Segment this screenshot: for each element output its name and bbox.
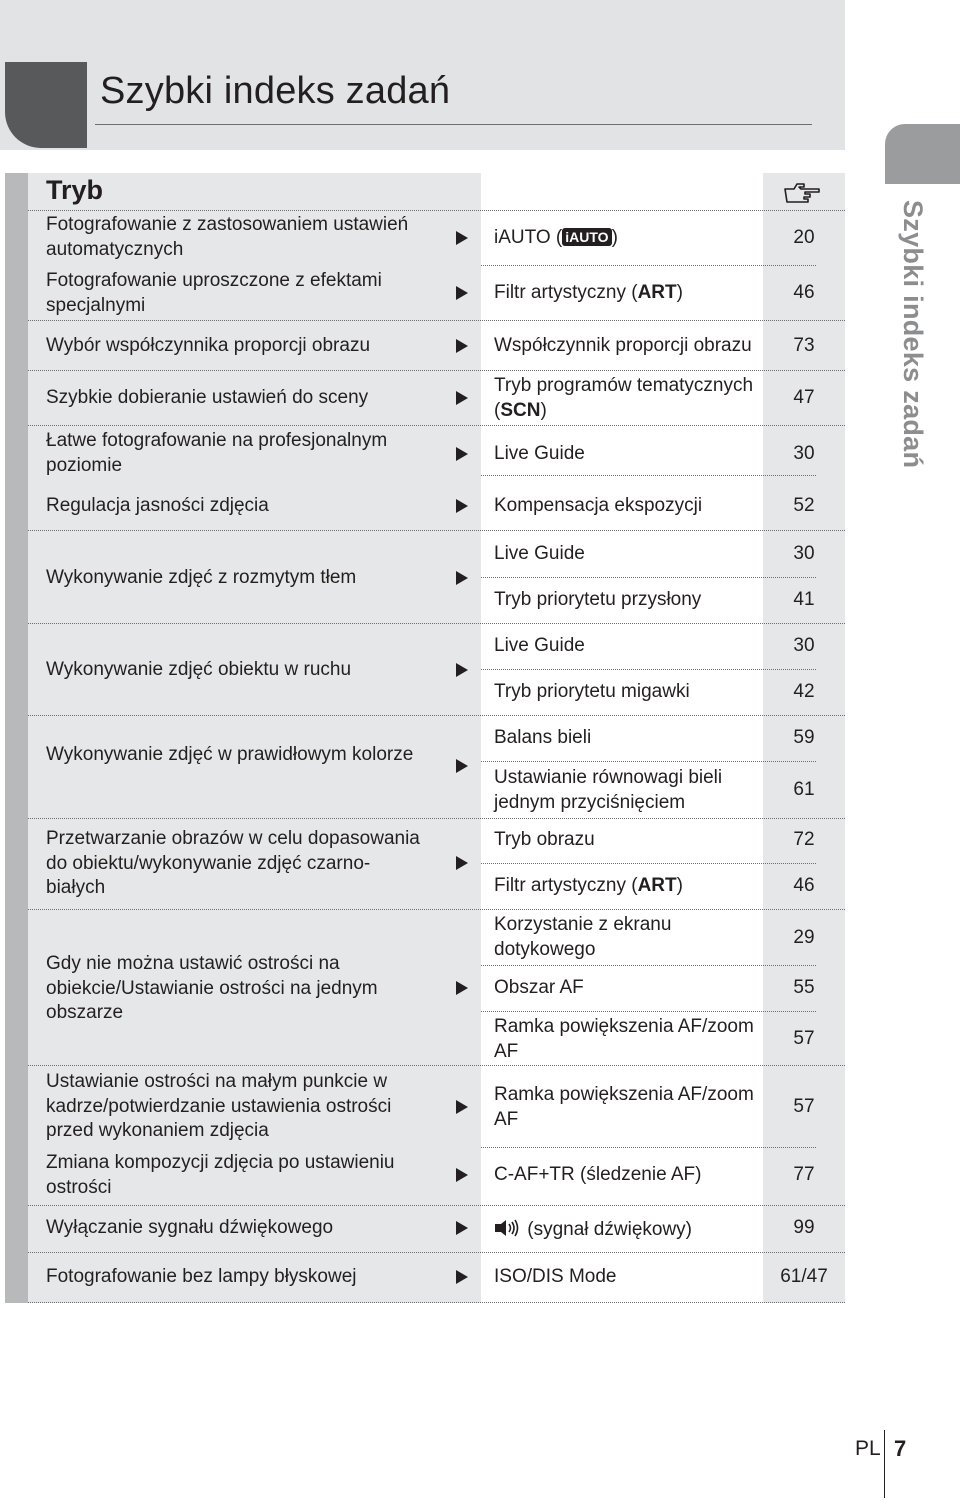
task-label: Fotografowanie uproszczone z efektami specjalnymi <box>46 270 382 316</box>
row-separator <box>28 1302 845 1303</box>
arrow-icon <box>456 231 468 245</box>
arrow-icon <box>456 981 468 995</box>
page-ref: 46 <box>793 875 815 896</box>
row-separator <box>28 1205 845 1206</box>
task-label: Wykonywanie zdjęć obiektu w ruchu <box>46 659 352 680</box>
section-title: Tryb <box>46 175 104 205</box>
task-label: Wybór współczynnika proporcji obrazu <box>46 335 371 356</box>
arrow-icon <box>456 1168 468 1182</box>
sub-row-separator <box>481 1147 816 1148</box>
task-label: Ustawianie ostrości na małym punkcie w kadrze/potwierdzanie ustawienia ostrości przed wykonaniem zdjęcia <box>46 1071 392 1141</box>
arrow-icon <box>456 499 468 513</box>
row-separator <box>28 320 845 321</box>
row-separator <box>28 909 845 910</box>
task-label: Regulacja jasności zdjęcia <box>46 495 269 516</box>
function-label: Balans bieli <box>494 727 592 748</box>
sub-row-separator <box>481 1011 816 1012</box>
arrow-column <box>428 173 481 1303</box>
task-label: Fotografowanie bez lampy błyskowej <box>46 1266 357 1287</box>
page-number: 7 <box>894 1436 907 1461</box>
row-separator <box>28 1252 845 1253</box>
page-ref: 77 <box>793 1164 815 1185</box>
function-label: Tryb obrazu <box>494 829 595 850</box>
row-separator <box>28 530 845 531</box>
function-label: Obszar AF <box>494 977 584 998</box>
page-ref: 42 <box>793 681 815 702</box>
page-ref: 73 <box>793 335 815 356</box>
task-label: Wyłączanie sygnału dźwiękowego <box>46 1217 334 1238</box>
arrow-icon <box>456 759 468 773</box>
sub-row-separator <box>481 965 816 966</box>
function-label: (sygnał dźwiękowy) <box>494 1218 762 1243</box>
task-label: Wykonywanie zdjęć w prawidłowym kolorze <box>46 744 414 765</box>
arrow-icon <box>456 286 468 300</box>
function-label: Live Guide <box>494 635 585 656</box>
task-label: Łatwe fotografowanie na profesjonalnym poziomie <box>46 430 388 476</box>
page-ref: 52 <box>793 495 815 516</box>
arrow-icon <box>456 1221 468 1235</box>
function-label: Ramka powiększenia AF/zoom AF <box>494 1016 754 1062</box>
page-ref: 30 <box>793 543 815 564</box>
task-label: Przetwarzanie obrazów w celu dopasowania do obiektu/wykonywanie zdjęć czarno-białych <box>46 828 420 898</box>
page-ref: 46 <box>793 282 815 303</box>
page-ref: 41 <box>793 589 815 610</box>
task-label: Wykonywanie zdjęć z rozmytym tłem <box>46 567 357 588</box>
function-label: Live Guide <box>494 543 585 564</box>
sub-row-separator <box>481 577 816 578</box>
function-label: Filtr artystyczny (ART) <box>494 875 683 896</box>
function-label: Tryb priorytetu przysłony <box>494 589 702 610</box>
row-separator <box>28 425 845 426</box>
function-label: Tryb priorytetu migawki <box>494 681 690 702</box>
page-ref: 20 <box>793 227 815 248</box>
arrow-icon <box>456 571 468 585</box>
task-label: Zmiana kompozycji zdjęcia po ustawieniu ostrości <box>46 1152 395 1198</box>
row-separator <box>28 370 845 371</box>
page-ref: 30 <box>793 443 815 464</box>
page-ref: 47 <box>793 387 815 408</box>
iauto-icon: iAUTO <box>562 228 611 246</box>
page-ref: 61/47 <box>780 1266 828 1287</box>
task-label: Fotografowanie z zastosowaniem ustawień automatycznych <box>46 214 409 260</box>
side-tab <box>885 124 960 184</box>
arrow-icon <box>456 1100 468 1114</box>
header-accent-bar <box>5 62 87 148</box>
sub-row-separator <box>481 761 816 762</box>
page-ref: 99 <box>793 1217 815 1238</box>
page-ref: 57 <box>793 1028 815 1049</box>
function-label: Live Guide <box>494 443 585 464</box>
function-label: Filtr artystyczny (ART) <box>494 282 683 303</box>
arrow-icon <box>456 856 468 870</box>
page-ref: 57 <box>793 1096 815 1117</box>
function-label: ISO/DIS Mode <box>494 1266 617 1287</box>
function-label: Tryb programów tematycznych (SCN) <box>494 375 754 421</box>
page-title: Szybki indeks zadań <box>100 70 451 112</box>
page-ref: 30 <box>793 635 815 656</box>
function-label: Ustawianie równowagi bieli jednym przyciśnięciem <box>494 767 723 813</box>
sub-row-separator <box>481 669 816 670</box>
hand-pointer-icon <box>783 180 823 204</box>
arrow-icon <box>456 391 468 405</box>
page-ref: 61 <box>793 779 815 800</box>
function-label: Kompensacja ekspozycji <box>494 495 703 516</box>
function-label: Korzystanie z ekranu dotykowego <box>494 914 672 960</box>
table-left-strip <box>5 173 28 1303</box>
function-label: Współczynnik proporcji obrazu <box>494 335 752 356</box>
row-separator <box>28 623 845 624</box>
page-ref: 29 <box>793 927 815 948</box>
page-ref: 55 <box>793 977 815 998</box>
function-label: Ramka powiększenia AF/zoom AF <box>494 1084 754 1130</box>
side-tab-label: Szybki indeks zadań <box>898 200 928 469</box>
sound-icon <box>494 1219 522 1237</box>
function-label: iAUTO ( iAUTO ) <box>494 227 618 248</box>
task-label: Szybkie dobieranie ustawień do sceny <box>46 387 369 408</box>
sub-row-separator <box>481 265 816 266</box>
task-label: Gdy nie można ustawić ostrości na obiekcie/Ustawianie ostrości na jednym obszarze <box>46 953 378 1023</box>
row-separator <box>28 1065 845 1066</box>
arrow-icon <box>456 663 468 677</box>
sub-row-separator <box>481 863 816 864</box>
row-separator <box>28 818 845 819</box>
page-ref: 72 <box>793 829 815 850</box>
footer-language: PL <box>855 1437 881 1460</box>
row-separator <box>28 715 845 716</box>
page-ref: 59 <box>793 727 815 748</box>
row-separator <box>28 210 845 211</box>
arrow-icon <box>456 1270 468 1284</box>
sub-row-separator <box>481 475 816 476</box>
function-label: C-AF+TR (śledzenie AF) <box>494 1164 702 1185</box>
arrow-icon <box>456 339 468 353</box>
title-divider <box>95 124 812 125</box>
arrow-icon <box>456 447 468 461</box>
footer-divider <box>884 1430 885 1498</box>
